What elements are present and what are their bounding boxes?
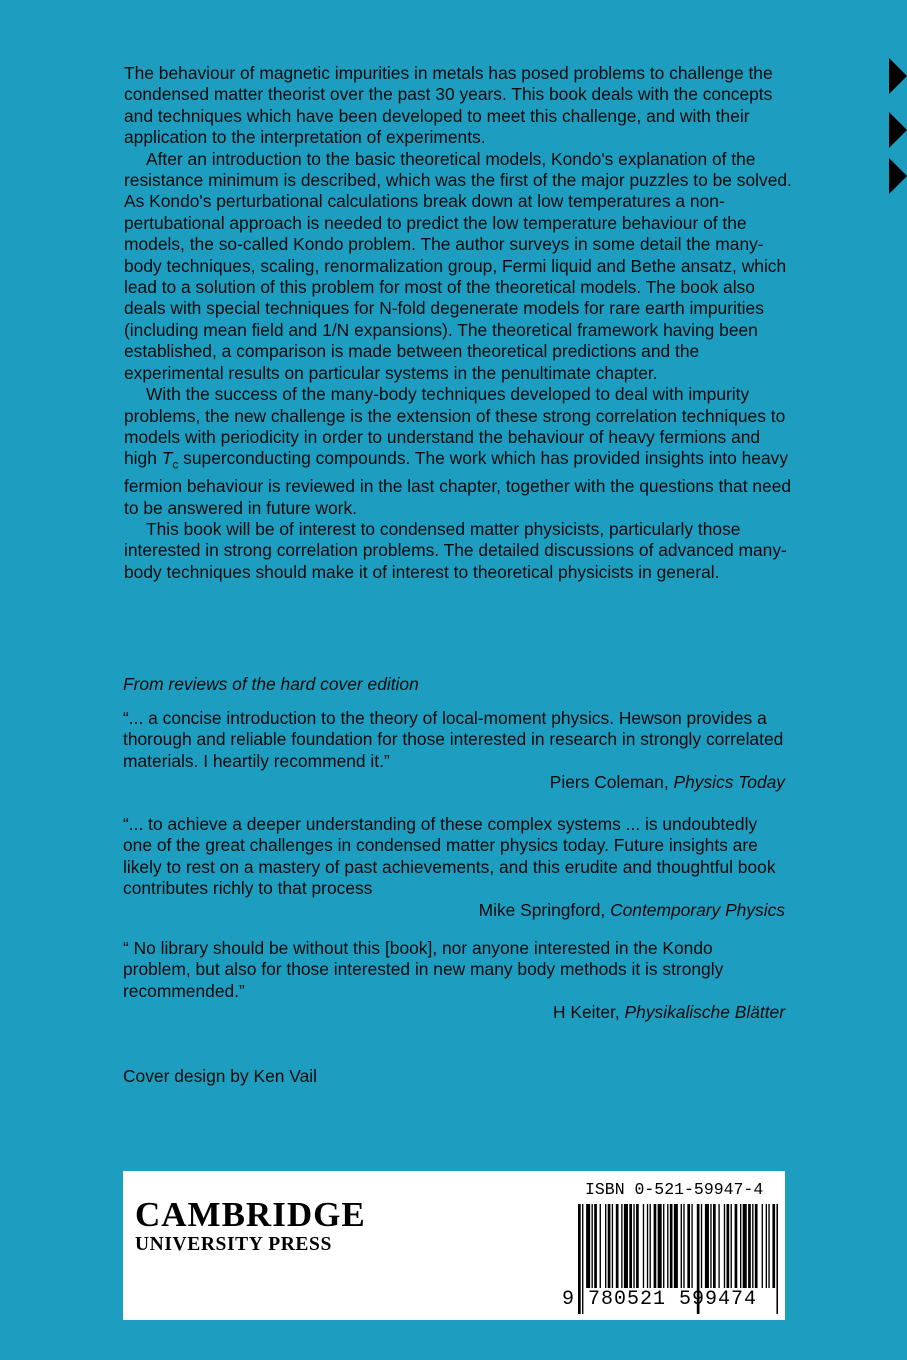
- cut-mark-triangle-icon: [889, 58, 907, 94]
- review-source: Physikalische Blätter: [624, 1002, 785, 1023]
- review-text: “ No library should be without this [book], nor anyone interested in the Kondo problem, but also for those interested in new many body methods it is strongly recommended.”: [123, 938, 724, 1001]
- cut-mark-triangle-icon: [889, 158, 907, 194]
- review-quote: [123, 708, 785, 794]
- blurb-paragraph-3-part-a: With the success of the many-body techniques developed to deal with impurity problems, the new challenge is the extension of these strong correlation techniques to models with periodicity in order to understand the behaviour of heavy fermions and high: [124, 384, 786, 469]
- blurb-paragraph-2: After an introduction to the basic theoretical models, Kondo's explanation of the resistance minimum is described, which was the first of the major puzzles to be solved. As Kondo's perturbational calculations break down at low temperatures a non-pertubational approach is needed to predict the low temperature behaviour of the models, the so-called Kondo problem. The author surveys in some detail the many-body techniques, scaling, renormalization group, Fermi liquid and Bethe ansatz, which lead to a solution of this problem for most of the theoretical models. The book also deals with special techniques for N-fold degenerate models for rare earth impurities (including mean field and 1/N expansions). The theoretical framework having been established, a comparison is made between theoretical predictions and the experimental results on particular systems in the penultimate chapter.: [124, 148, 792, 383]
- blurb-paragraph-3: [124, 384, 794, 519]
- barcode-digits: 9 780521 599474: [562, 1288, 758, 1311]
- review-attribution: [123, 1002, 785, 1023]
- review-author: H Keiter,: [553, 1002, 625, 1023]
- publisher-panel: [123, 1171, 785, 1320]
- isbn-label: ISBN 0-521-59947-4: [585, 1180, 764, 1199]
- review-author: Piers Coleman,: [549, 772, 674, 793]
- publisher-logo-subtitle: UNIVERSITY PRESS: [135, 1234, 332, 1255]
- review-quote: [123, 814, 785, 921]
- review-source: Contemporary Physics: [610, 899, 785, 920]
- review-author: Mike Springford,: [478, 899, 611, 920]
- review-quote: [123, 938, 785, 1024]
- reviews-heading: From reviews of the hard cover edition: [123, 674, 419, 694]
- review-text: “... to achieve a deeper understanding of these complex systems ... is undoubtedly one of the great challenges in condensed matter physics today. Future insights are likely to rest on a mastery of past achievements, and this erudite and thoughtful book contributes richly to that process: [123, 814, 776, 899]
- cover-design-credit: Cover design by Ken Vail: [123, 1066, 317, 1086]
- review-text: “... a concise introduction to the theory of local-moment physics. Hewson provides a thorough and reliable foundation for those interested in research in strongly correlated materials. I heartily recommend it.”: [123, 708, 784, 771]
- review-source: Physics Today: [673, 772, 785, 793]
- cut-mark-triangle-icon: [889, 112, 907, 148]
- publisher-logo-name: CAMBRIDGE: [135, 1195, 366, 1234]
- review-attribution: [123, 772, 785, 793]
- blurb-paragraph-4: This book will be of interest to condensed matter physicists, particularly those interested in strong correlation problems. The detailed discussions of advanced many-body techniques should make it of interest to theoretical physicists in general.: [124, 519, 787, 582]
- book-blurb: [124, 63, 794, 583]
- tc-subscript: c: [172, 457, 179, 472]
- blurb-paragraph-3-part-b: superconducting compounds. The work which has provided insights into heavy fermion behaviour is reviewed in the last chapter, together with the questions that need to be answered in future work.: [124, 448, 792, 518]
- tc-symbol: T: [161, 448, 173, 469]
- review-attribution: [123, 900, 785, 921]
- blurb-paragraph-1: The behaviour of magnetic impurities in metals has posed problems to challenge the condensed matter theorist over the past 30 years. This book deals with the concepts and techniques which have been developed to meet this challenge, and with their application to the interpretation of experiments.: [124, 63, 773, 148]
